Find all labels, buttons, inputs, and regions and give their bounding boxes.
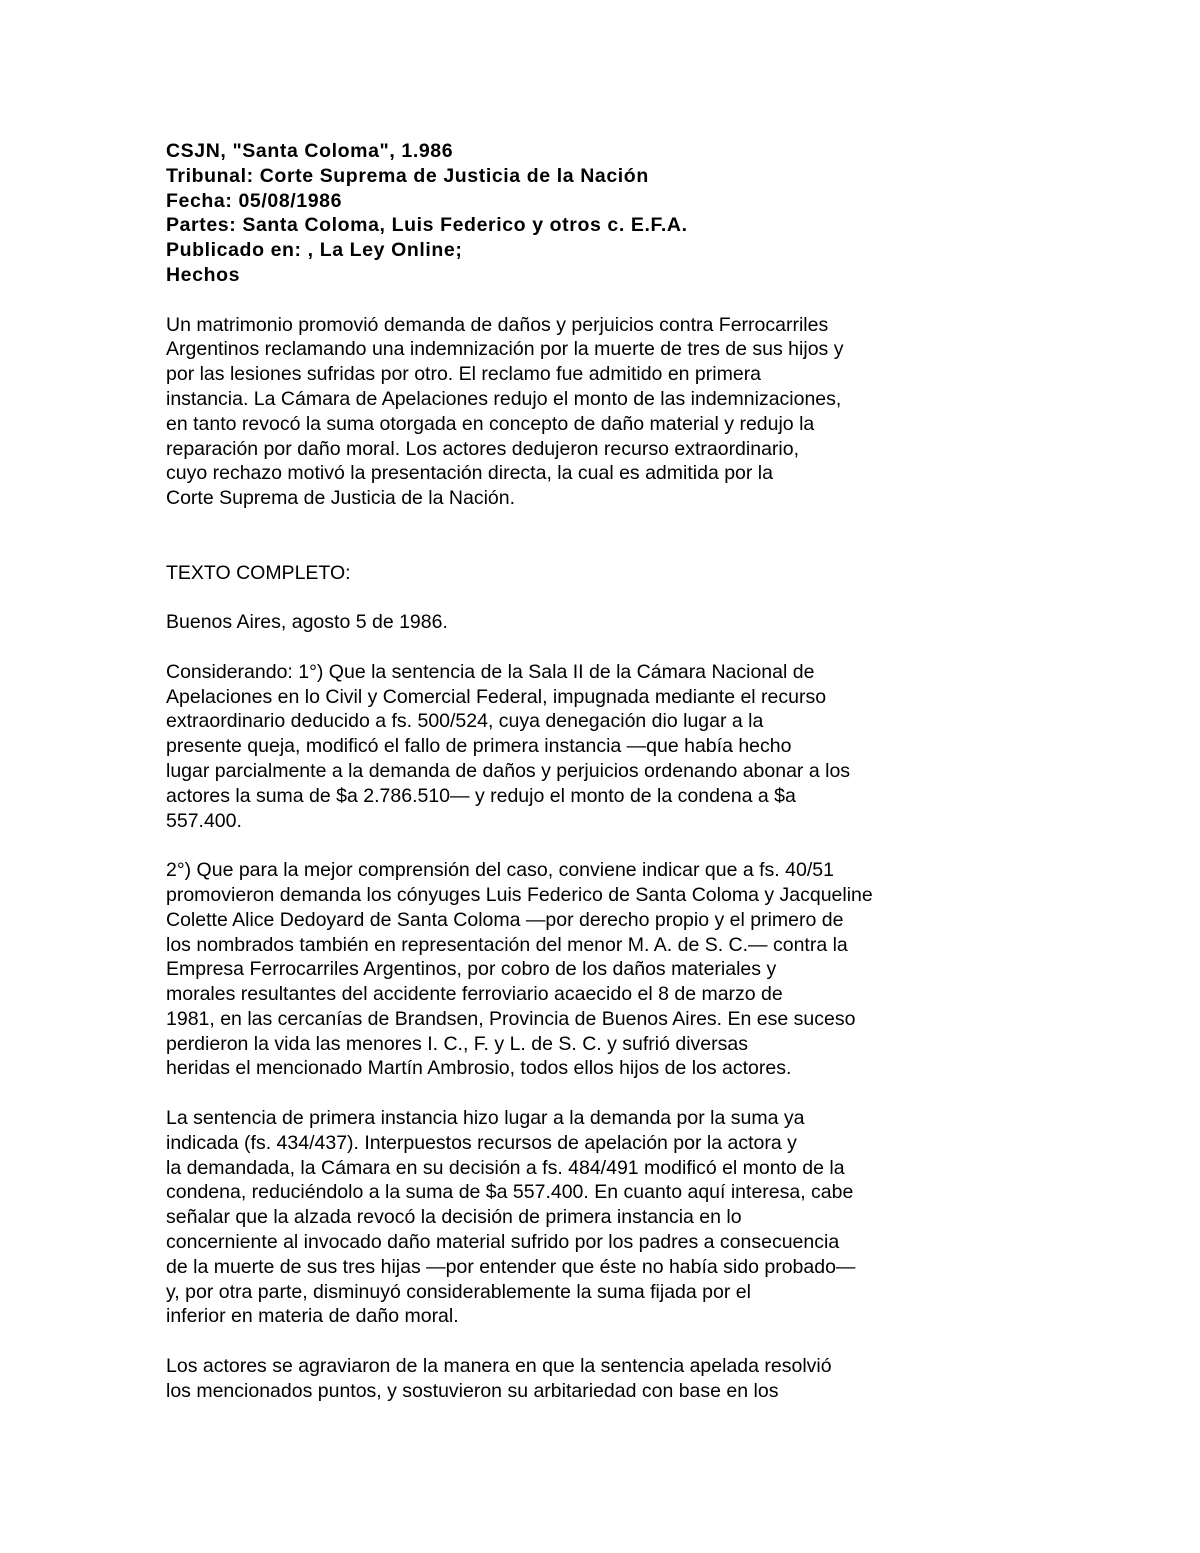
case-date: Fecha: 05/08/1986 bbox=[166, 189, 343, 212]
text-line: la demandada, la Cámara en su decisión a fs. 484/491 modificó el monto de la bbox=[166, 1156, 845, 1179]
case-tribunal: Tribunal: Corte Suprema de Justicia de la Nación bbox=[166, 164, 649, 187]
text-line: Corte Suprema de Justicia de la Nación. bbox=[166, 487, 516, 510]
text-line: instancia. La Cámara de Apelaciones redujo el monto de las indemnizaciones, bbox=[166, 387, 842, 410]
date-place-line: Buenos Aires, agosto 5 de 1986. bbox=[166, 611, 448, 634]
paragraph-4 bbox=[166, 1354, 966, 1404]
text-line: indicada (fs. 434/437). Interpuestos recursos de apelación por la actora y bbox=[166, 1131, 797, 1154]
text-line: por las lesiones sufridas por otro. El reclamo fue admitido en primera bbox=[166, 363, 762, 386]
text-line: inferior en materia de daño moral. bbox=[166, 1305, 459, 1328]
document-body bbox=[166, 139, 966, 1404]
text-line: los mencionados puntos, y sostuvieron su arbitariedad con base en los bbox=[166, 1379, 779, 1402]
hechos-paragraph bbox=[166, 313, 966, 511]
text-line: 2°) Que para la mejor comprensión del caso, conviene indicar que a fs. 40/51 bbox=[166, 859, 834, 882]
text-line: Argentinos reclamando una indemnización por la muerte de tres de sus hijos y bbox=[166, 338, 844, 361]
considerando-1-paragraph bbox=[166, 660, 966, 834]
text-line: Un matrimonio promovió demanda de daños y perjuicios contra Ferrocarriles bbox=[166, 313, 829, 336]
text-line: los nombrados también en representación del menor M. A. de S. C.— contra la bbox=[166, 933, 848, 956]
text-line: reparación por daño moral. Los actores dedujeron recurso extraordinario, bbox=[166, 437, 800, 460]
text-line: cuyo rechazo motivó la presentación directa, la cual es admitida por la bbox=[166, 462, 773, 485]
text-line: y, por otra parte, disminuyó considerablemente la suma fijada por el bbox=[166, 1280, 751, 1303]
text-line: perdieron la vida las menores I. C., F. y L. de S. C. y sufrió diversas bbox=[166, 1032, 748, 1055]
text-line: 557.400. bbox=[166, 809, 242, 832]
text-line: extraordinario deducido a fs. 500/524, cuya denegación dio lugar a la bbox=[166, 710, 764, 733]
text-line: en tanto revocó la suma otorgada en concepto de daño material y redujo la bbox=[166, 412, 815, 435]
case-published: Publicado en: , La Ley Online; bbox=[166, 239, 463, 262]
text-line: 1981, en las cercanías de Brandsen, Provincia de Buenos Aires. En ese suceso bbox=[166, 1007, 856, 1030]
text-line: La sentencia de primera instancia hizo lugar a la demanda por la suma ya bbox=[166, 1107, 805, 1130]
texto-completo-heading: TEXTO COMPLETO: bbox=[166, 561, 351, 584]
section-heading-hechos: Hechos bbox=[166, 263, 241, 286]
text-line: promovieron demanda los cónyuges Luis Federico de Santa Coloma y Jacqueline bbox=[166, 883, 873, 906]
considerando-2-paragraph bbox=[166, 858, 966, 1081]
case-title: CSJN, "Santa Coloma", 1.986 bbox=[166, 140, 454, 162]
text-line: Los actores se agraviaron de la manera en que la sentencia apelada resolvió bbox=[166, 1355, 832, 1378]
text-line: Colette Alice Dedoyard de Santa Coloma —por derecho propio y el primero de bbox=[166, 908, 844, 931]
text-line: morales resultantes del accidente ferroviario acaecido el 8 de marzo de bbox=[166, 983, 783, 1006]
case-header bbox=[166, 139, 966, 288]
text-line: heridas el mencionado Martín Ambrosio, todos ellos hijos de los actores. bbox=[166, 1057, 792, 1080]
text-line: señalar que la alzada revocó la decisión de primera instancia en lo bbox=[166, 1206, 742, 1229]
text-line: lugar parcialmente a la demanda de daños y perjuicios ordenando abonar a los bbox=[166, 759, 851, 782]
text-line: Apelaciones en lo Civil y Comercial Federal, impugnada mediante el recurso bbox=[166, 685, 827, 708]
paragraph-3 bbox=[166, 1106, 966, 1329]
text-line: presente queja, modificó el fallo de primera instancia —que había hecho bbox=[166, 735, 792, 758]
text-line: actores la suma de $a 2.786.510— y redujo el monto de la condena a $a bbox=[166, 784, 796, 807]
text-line: concerniente al invocado daño material sufrido por los padres a consecuencia bbox=[166, 1231, 840, 1254]
text-line: de la muerte de sus tres hijas —por entender que éste no había sido probado— bbox=[166, 1255, 856, 1278]
text-line: Empresa Ferrocarriles Argentinos, por cobro de los daños materiales y bbox=[166, 958, 777, 981]
case-parties: Partes: Santa Coloma, Luis Federico y otros c. E.F.A. bbox=[166, 214, 688, 237]
text-line: Considerando: 1°) Que la sentencia de la Sala II de la Cámara Nacional de bbox=[166, 660, 815, 683]
text-line: condena, reduciéndolo a la suma de $a 557.400. En cuanto aquí interesa, cabe bbox=[166, 1181, 854, 1204]
